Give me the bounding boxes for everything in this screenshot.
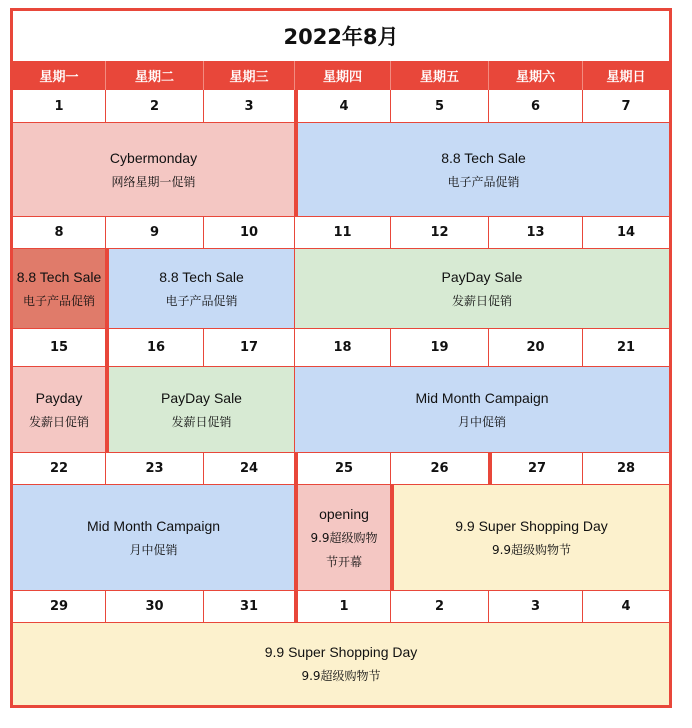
event-subtitle: 网络星期一促销 bbox=[111, 174, 196, 189]
day-cell: 22 bbox=[13, 453, 106, 485]
day-cell: 7 bbox=[583, 90, 669, 123]
event-subtitle: 月中促销 bbox=[129, 542, 178, 557]
day-cell: 25 bbox=[295, 453, 391, 485]
day-cell: 3 bbox=[489, 591, 583, 623]
event-super-shopping-day bbox=[391, 485, 669, 591]
day-cell: 14 bbox=[583, 217, 669, 249]
day-cell: 6 bbox=[489, 90, 583, 123]
day-cell: 4 bbox=[295, 90, 391, 123]
weekday-header: 星期二 bbox=[106, 61, 204, 90]
day-cell: 3 bbox=[204, 90, 295, 123]
day-cell: 31 bbox=[204, 591, 295, 623]
event-payday bbox=[13, 367, 106, 453]
day-cell: 29 bbox=[13, 591, 106, 623]
event-payday-sale bbox=[295, 249, 669, 329]
event-mid-month-campaign bbox=[295, 367, 669, 453]
event-title: Payday bbox=[35, 389, 83, 406]
day-cell: 1 bbox=[13, 90, 106, 123]
day-cell: 19 bbox=[391, 329, 489, 367]
weekday-header: 星期四 bbox=[295, 61, 391, 90]
day-cell: 5 bbox=[391, 90, 489, 123]
day-cell: 26 bbox=[391, 453, 489, 485]
day-cell: 11 bbox=[295, 217, 391, 249]
weekday-header: 星期三 bbox=[204, 61, 295, 90]
event-cybermonday bbox=[13, 123, 295, 217]
day-cell: 30 bbox=[106, 591, 204, 623]
event-subtitle: 节开幕 bbox=[325, 554, 362, 569]
event-subtitle: 发薪日促销 bbox=[451, 293, 512, 308]
day-cell: 10 bbox=[204, 217, 295, 249]
day-cell: 13 bbox=[489, 217, 583, 249]
event-opening bbox=[295, 485, 391, 591]
day-cell: 18 bbox=[295, 329, 391, 367]
day-cell: 8 bbox=[13, 217, 106, 249]
event-subtitle: 电子产品促销 bbox=[22, 293, 95, 308]
day-cell: 28 bbox=[583, 453, 669, 485]
day-cell: 2 bbox=[106, 90, 204, 123]
event-title: 8.8 Tech Sale bbox=[16, 268, 102, 285]
day-cell: 20 bbox=[489, 329, 583, 367]
event-tech-sale bbox=[106, 249, 295, 329]
day-cell: 16 bbox=[106, 329, 204, 367]
day-cell: 1 bbox=[295, 591, 391, 623]
event-mid-month-campaign bbox=[13, 485, 295, 591]
event-subtitle: 月中促销 bbox=[457, 414, 506, 429]
day-cell: 4 bbox=[583, 591, 669, 623]
event-tech-sale bbox=[295, 123, 669, 217]
event-subtitle: 9.9超级购物 bbox=[310, 530, 378, 545]
event-title: Mid Month Campaign bbox=[415, 389, 549, 406]
calendar-title: 2022年8月 bbox=[283, 25, 399, 49]
calendar bbox=[10, 8, 672, 708]
event-title: PayDay Sale bbox=[161, 389, 242, 406]
event-title: 9.9 Super Shopping Day bbox=[455, 517, 608, 534]
event-subtitle: 电子产品促销 bbox=[165, 293, 238, 308]
weekday-header: 星期六 bbox=[489, 61, 583, 90]
weekday-header: 星期五 bbox=[391, 61, 489, 90]
event-title: 8.8 Tech Sale bbox=[441, 149, 526, 166]
day-cell: 24 bbox=[204, 453, 295, 485]
day-cell: 27 bbox=[489, 453, 583, 485]
day-cell: 12 bbox=[391, 217, 489, 249]
event-tech-sale bbox=[13, 249, 106, 329]
event-subtitle: 电子产品促销 bbox=[447, 174, 520, 189]
day-cell: 17 bbox=[204, 329, 295, 367]
day-cell: 23 bbox=[106, 453, 204, 485]
event-title: 8.8 Tech Sale bbox=[159, 268, 244, 285]
day-cell: 21 bbox=[583, 329, 669, 367]
day-cell: 2 bbox=[391, 591, 489, 623]
weekday-header: 星期日 bbox=[583, 61, 669, 90]
day-cell: 15 bbox=[13, 329, 106, 367]
event-subtitle: 发薪日促销 bbox=[171, 414, 232, 429]
event-subtitle: 9.9超级购物节 bbox=[491, 542, 572, 557]
event-title: opening bbox=[319, 505, 369, 522]
event-subtitle: 9.9超级购物节 bbox=[301, 669, 381, 683]
weekday-header: 星期一 bbox=[13, 61, 106, 90]
event-title: Mid Month Campaign bbox=[86, 517, 221, 534]
day-cell: 9 bbox=[106, 217, 204, 249]
event-title: Cybermonday bbox=[109, 149, 198, 166]
event-payday-sale bbox=[106, 367, 295, 453]
event-title: PayDay Sale bbox=[441, 268, 523, 285]
event-subtitle: 发薪日促销 bbox=[28, 414, 89, 429]
event-super-shopping-day bbox=[13, 623, 669, 705]
event-title: 9.9 Super Shopping Day bbox=[264, 644, 418, 660]
